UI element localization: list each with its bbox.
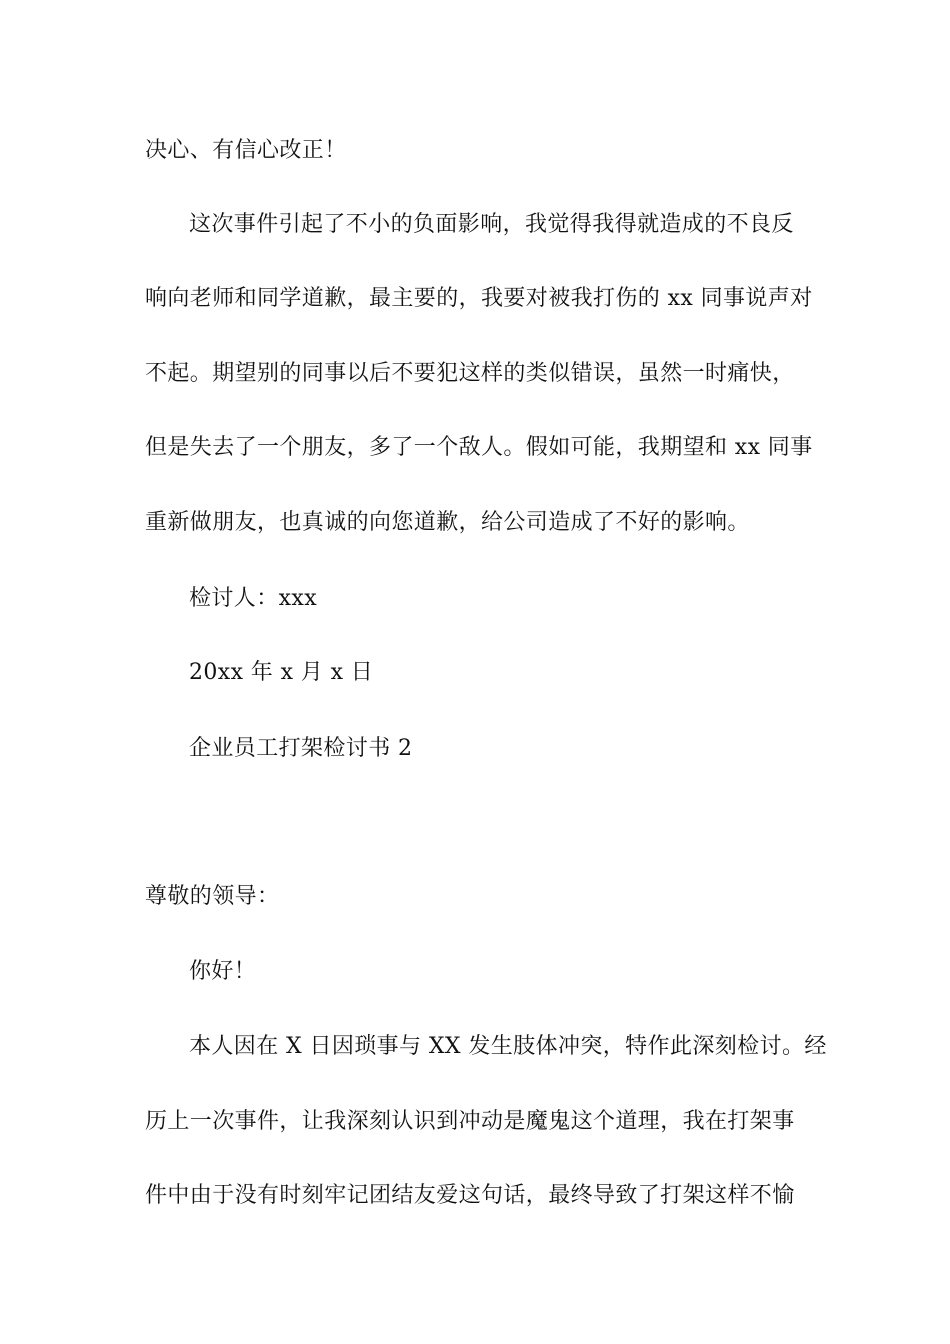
text-line: 决心、有信心改正！ bbox=[145, 138, 347, 163]
text-line: 这次事件引起了不小的负面影响，我觉得我得就造成的不良反 bbox=[189, 212, 794, 237]
section-title: 企业员工打架检讨书 2 bbox=[189, 736, 413, 761]
greeting: 你好！ bbox=[189, 959, 257, 984]
signer-line: 检讨人：xxx bbox=[189, 586, 318, 611]
text-line: 件中由于没有时刻牢记团结友爱这句话，最终导致了打架这样不愉 bbox=[145, 1183, 795, 1208]
text-line: 本人因在 X 日因琐事与 XX 发生肢体冲突，特作此深刻检讨。经 bbox=[189, 1034, 827, 1059]
text-line: 不起。期望别的同事以后不要犯这样的类似错误，虽然一时痛快， bbox=[145, 361, 795, 386]
text-line: 历上一次事件，让我深刻认识到冲动是魔鬼这个道理，我在打架事 bbox=[145, 1109, 795, 1134]
text-line: 响向老师和同学道歉，最主要的，我要对被我打伤的 xx 同事说声对 bbox=[145, 286, 813, 311]
text-line: 重新做朋友，也真诚的向您道歉，给公司造成了不好的影响。 bbox=[145, 510, 750, 535]
date-line: 20xx 年 x 月 x 日 bbox=[189, 660, 374, 685]
salutation: 尊敬的领导： bbox=[145, 884, 280, 909]
text-line: 但是失去了一个朋友，多了一个敌人。假如可能，我期望和 xx 同事 bbox=[145, 435, 813, 460]
